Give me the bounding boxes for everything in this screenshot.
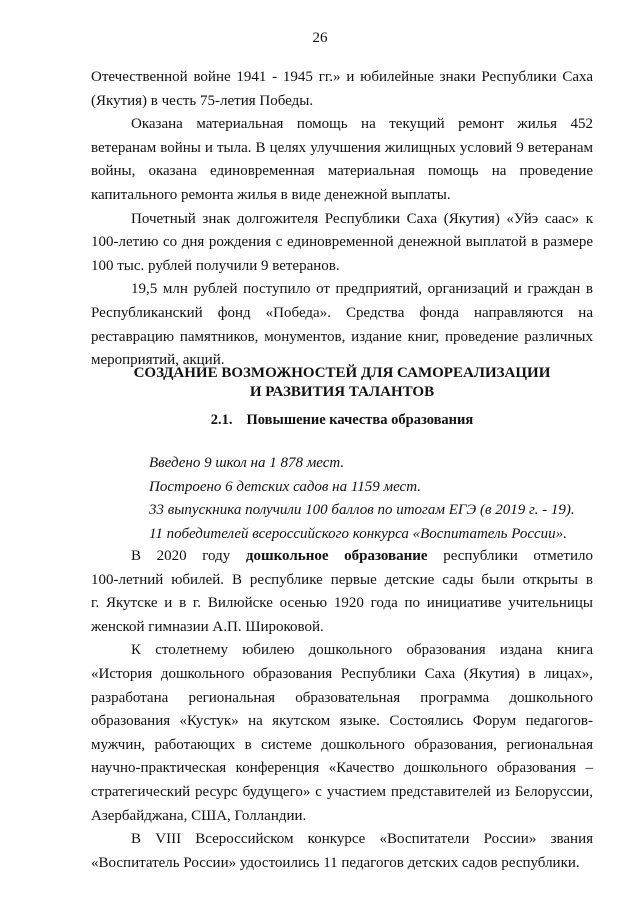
highlight-item: 11 победителей всероссийского конкурса «Воспитатель России».	[149, 525, 567, 542]
bold-term: дошкольное образование	[245, 548, 428, 564]
paragraph: Почетный знак долгожителя Республики Саха (Якутия) «Уйэ саас» к 100-летию со дня рождения с единовременной денежной выплатой в размере 100 тыс. рублей получили 9 ветеранов.	[91, 210, 593, 274]
paragraph: В 2020 году дошкольное образование республики отметило 100-летний юбилей. В республике первые детские сады были открыты в г. Якутске и в г. Вилюйске осенью 1920 года по инициативе учительницы женской гимназии А.П. Широковой.	[91, 548, 594, 635]
paragraph: В VIII Всероссийском конкурсе «Воспитатели России» звания «Воспитатель России» удостоились 11 педагогов детских садов республики.	[91, 831, 593, 871]
paragraph: 19,5 млн рублей поступило от предприятий, организаций и граждан в Республиканский фонд «Победа». Средства фонда направляются на реставрацию памятников, монументов, издание книг, проведение различных мероприятий, акций.	[91, 281, 593, 369]
subsection-number: 2.1.	[210, 412, 233, 428]
subsection-title: Повышение качества образования	[246, 412, 474, 428]
highlight-item: Построено 6 детских садов на 1159 мест.	[149, 478, 421, 495]
education-text	[91, 545, 593, 875]
paragraph: К столетнему юбилею дошкольного образования издана книга «История дошкольного образования Республики Саха (Якутия) в лицах», разработана региональная образовательная программа дошкольного образования «Кустук» на якутском языке. Состоялись Форум педагогов- мужчин, работающих в системе дошкольного образования, региональная научно-практическая конференция «Качество дошкольного образования – стратегический ресурс будущего» с участием представителей из Белоруссии, Азербайджана, США, Голландии.	[91, 642, 593, 824]
paragraph: Отечественной войне 1941 - 1945 гг.» и юбилейные знаки Республики Саха (Якутия) в честь 75-летия Победы.	[91, 69, 593, 109]
paragraph: Оказана материальная помощь на текущий ремонт жилья 452 ветеранам войны и тыла. В целях улучшения жилищных условий 9 ветеранам войны, оказана единовременная материальная помощь на проведение капитального ремонта жилья в виде денежной выплаты.	[91, 116, 593, 203]
highlight-item: Введено 9 школ на 1 878 мест.	[149, 455, 345, 471]
section-heading: СОЗДАНИЕ ВОЗМОЖНОСТЕЙ ДЛЯ САМОРЕАЛИЗАЦИИ И РАЗВИТИЯ ТАЛАНТОВ	[133, 365, 551, 400]
page-number: 26	[312, 30, 328, 46]
highlights-list	[149, 452, 599, 546]
intro-text	[91, 66, 593, 373]
highlight-item: 33 выпускника получили 100 баллов по итогам ЕГЭ (в 2019 г. - 19).	[149, 502, 575, 518]
subsection-heading	[91, 412, 593, 429]
